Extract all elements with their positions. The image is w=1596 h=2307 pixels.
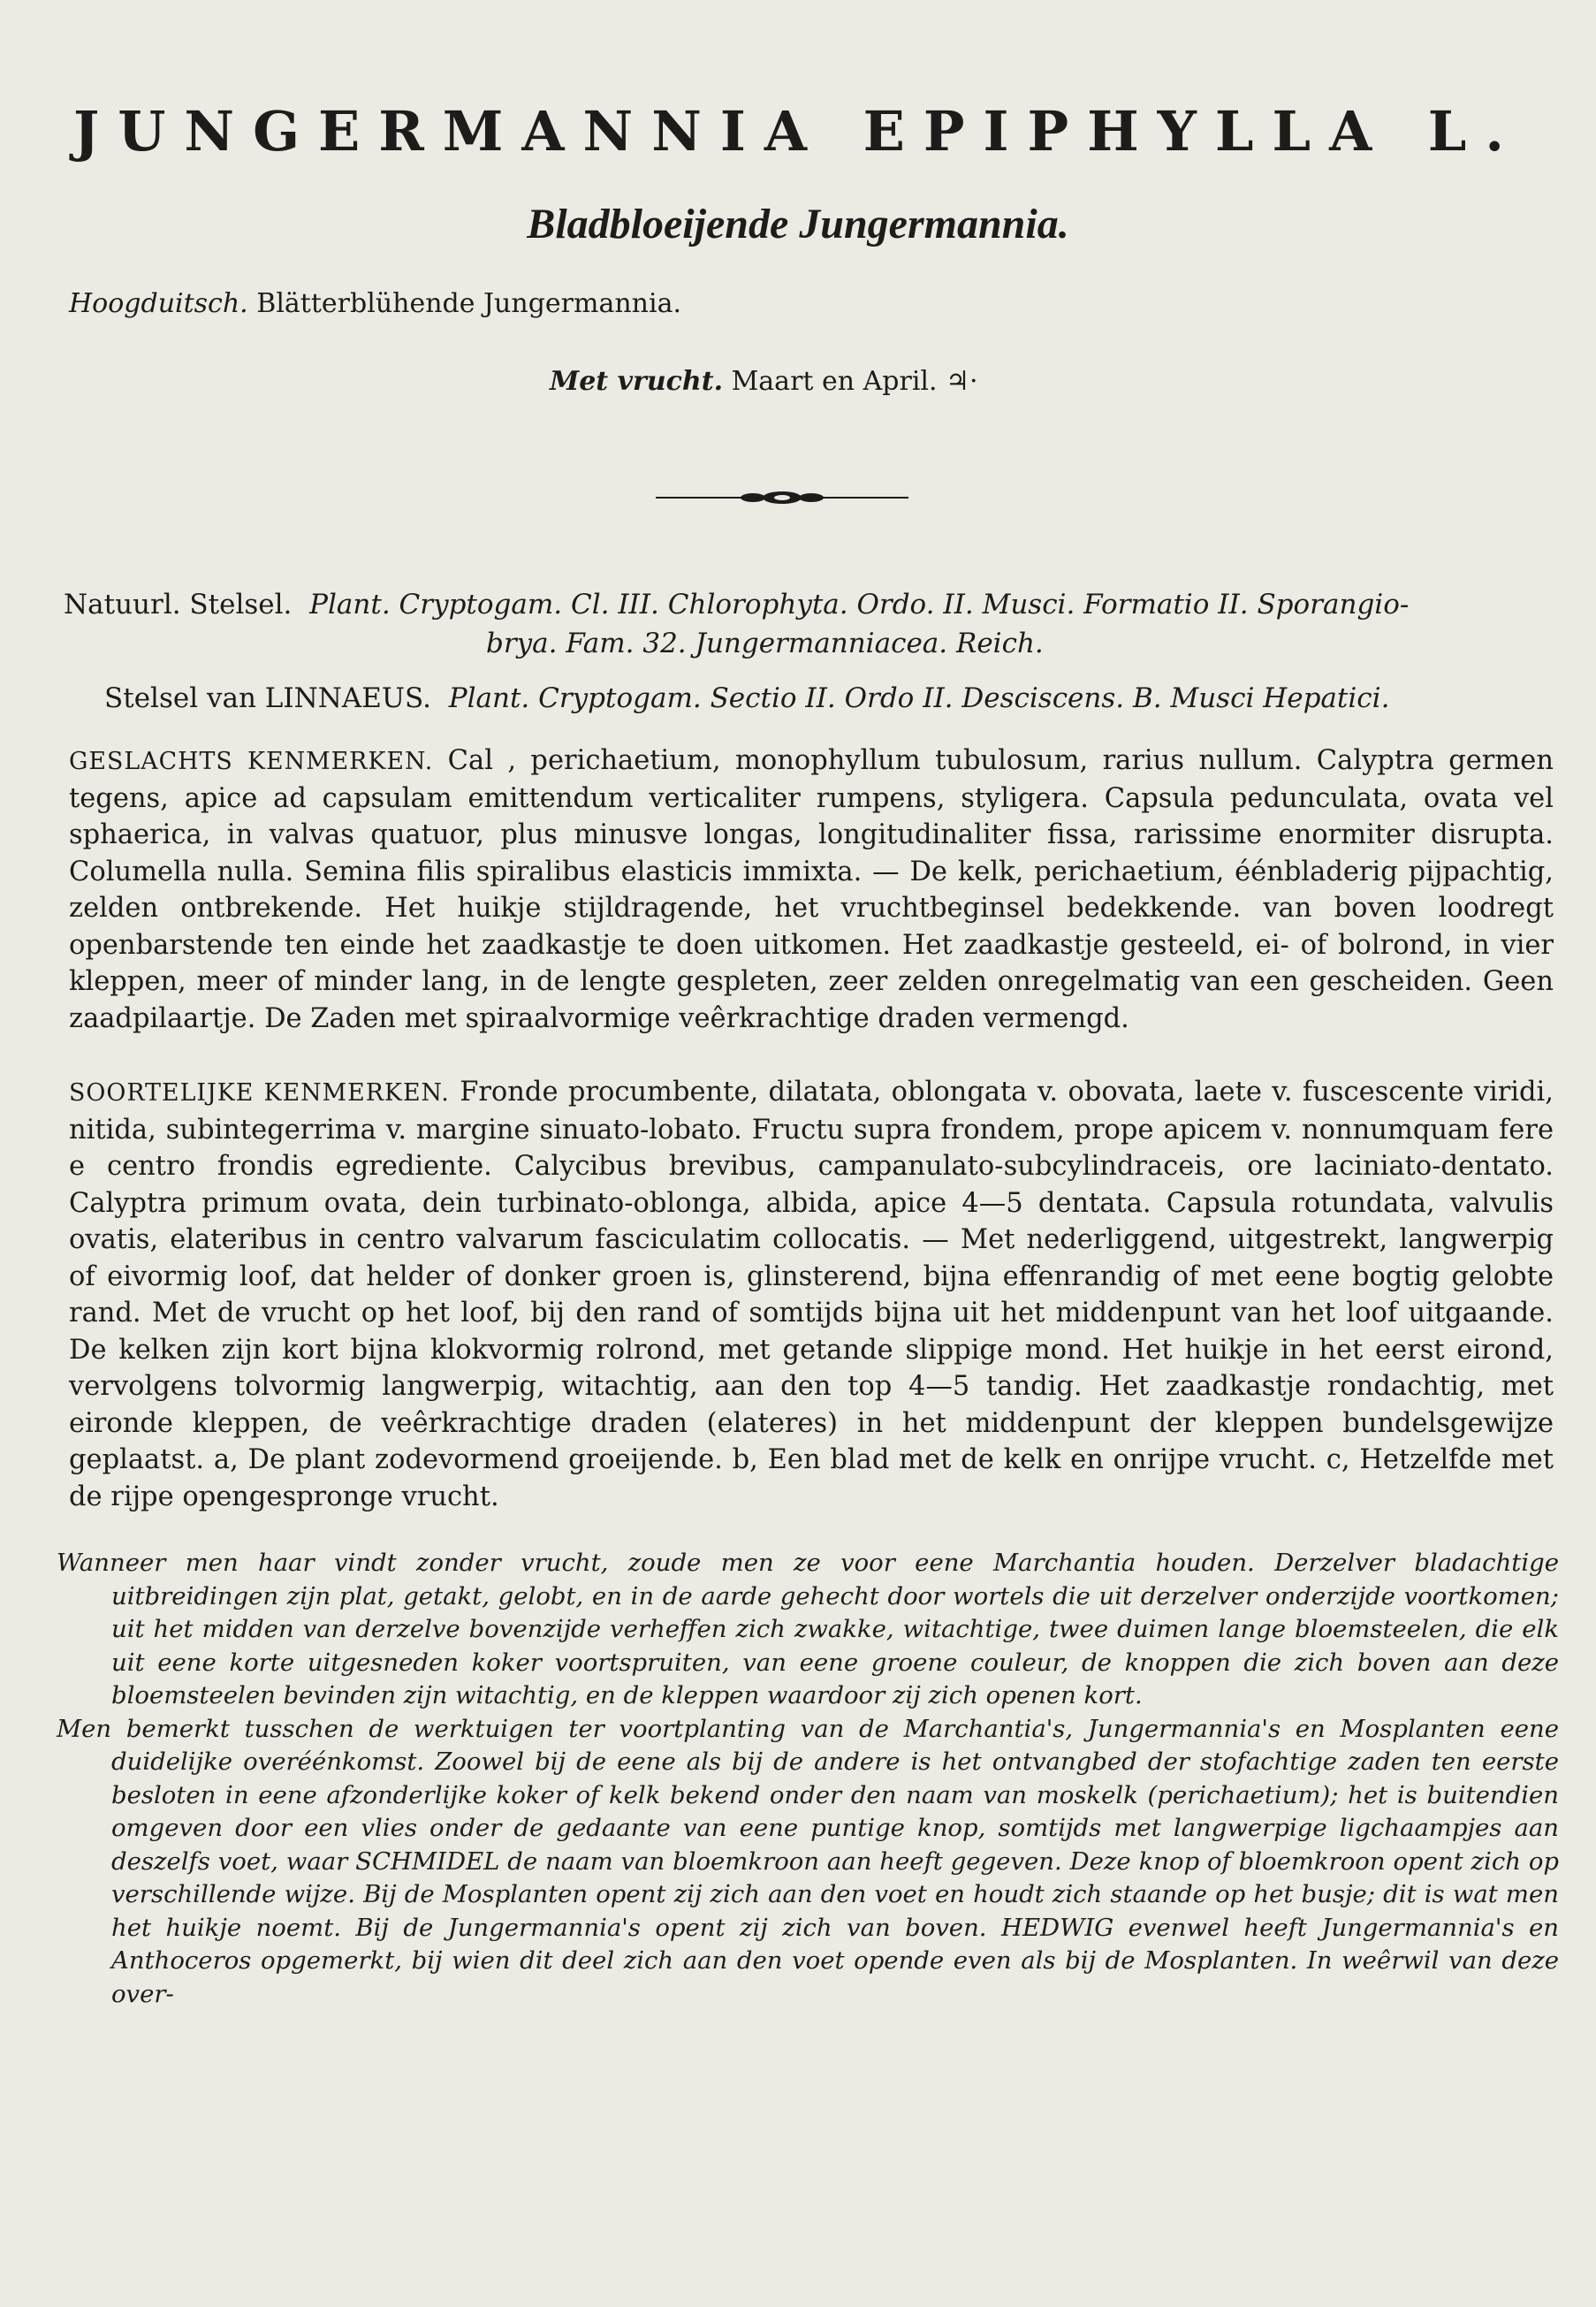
genus-label: GESLACHTS KENMERKEN. [69,748,434,775]
divider-ornament [654,486,910,509]
fruit-line [550,366,978,397]
genus-characters [69,742,1554,1037]
species-label: SOORTELIJKE KENMERKEN. [69,1079,450,1107]
perennial-symbol: ♃· [946,366,978,397]
species-characters [69,1074,1554,1515]
fruit-time: Maart en April. [731,366,938,397]
natural-system-line1: Plant. Cryptogam. Cl. III. Chlorophyta. Ordo. II. Musci. Formatio II. Sporangio- [309,589,1410,621]
linnaeus-label: Stelsel van LINNAEUS. [104,682,432,714]
linnaeus-text: Plant. Cryptogam. Sectio II. Ordo II. Desciscens. B. Musci Hepatici. [448,682,1390,714]
note-marchantia: Wanneer men haar vindt zonder vrucht, zoude men ze voor eene Marchantia houden. Derzelver bladachtige uitbreidingen zijn plat, getakt, gelobt, en in de aarde gehecht door wortels die uit derzelver onderzijde voortkomen; uit het midden van derzelve bovenzijde verheffen zich zwakke, witachtige, twee duimen lange bloemsteelen, die elk uit eene korte uitgesneden koker voortspruiten, van eene groene couleur, de knoppen die zich boven aan deze bloemsteelen bevinden zijn witachtig, en de kleppen waardoor zij zich openen kort. [57,1549,1559,1709]
natural-system [64,585,1575,663]
notes [57,1547,1559,2011]
page-subtitle: Bladbloeijende Jungermannia. [527,201,1069,247]
page-title: JUNGERMANNIA EPIPHYLLA L. [73,99,1523,164]
german-name: Blätterblühende Jungermannia. [256,288,681,319]
genus-text: Cal , perichaetium, monophyllum tubulosum, rarius nullum. Calyptra germen tegens, apice ad capsulam emittendum verticaliter rumpens, styligera. Capsula pedunculata, ovata vel sphaerica, in valvas quatuor, plus minusve longas, longitudinaliter fissa, rarissime enormiter disrupta. Columella nulla. Semina filis spiralibus elasticis immixta. — De kelk, perichaetium, éénbladerig pijpachtig, zelden ontbrekende. Het huikje stijldragende, het vruchtbeginsel bedekkende. van boven loodregt openbarstende ten einde het zaadkastje te doen uitkomen. Het zaadkastje gesteeld, ei- of bolrond, in vier kleppen, meer of minder lang, in de lengte gespleten, zeer zelden onregelmatig van een gescheiden. Geen zaadpilaartje. De Zaden met spiraalvormige veêrkrachtige draden vermengd. [69,745,1554,1034]
fruit-label: Met vrucht. [550,366,724,397]
linnaeus-system [104,679,1571,718]
natural-system-line2: brya. Fam. 32. Jungermanniacea. Reich. [486,628,1044,659]
german-name-line [69,288,681,319]
natural-system-label: Natuurl. Stelsel. [64,589,293,621]
note-comparison: Men bemerkt tusschen de werktuigen ter voortplanting van de Marchantia's, Jungermannia's en Mosplanten eene duidelijke overéénkomst. Zoowel bij de eene als bij de andere is het ontvangbed der stofachtige zaden ten eerste besloten in eene afzonderlijke koker of kelk bekend onder den naam van moskelk (perichaetium); het is buitendien omgeven door een vlies onder de gedaante van eene puntige knop, somtijds met langwerpige ligchaampjes aan deszelfs voet, waar SCHMIDEL de naam van bloemkroon aan heeft gegeven. Deze knop of bloemkroon opent zich op verschillende wijze. Bij de Mosplanten opent zij zich aan den voet en houdt zich staande op het busje; dit is wat men het huikje noemt. Bij de Jungermannia's opent zij zich van boven. HEDWIG evenwel heeft Jungermannia's en Anthoceros opgemerkt, bij wien dit deel zich aan den voet opende even als bij de Mosplanten. In weêrwil van deze over- [57,1714,1559,2008]
german-label: Hoogduitsch. [69,288,248,319]
species-text: Fronde procumbente, dilatata, oblongata v. obovata, laete v. fuscescente viridi, nitida, subintegerrima v. margine sinuato-lobato. Fructu supra frondem, prope apicem v. nonnumquam fere e centro frondis egrediente. Calycibus brevibus, campanulato-subcylindraceis, ore laciniato-dentato. Calyptra primum ovata, dein turbinato-oblonga, albida, apice 4—5 dentata. Capsula rotundata, valvulis ovatis, elateribus in centro valvarum fasciculatim collocatis. — Met nederliggend, uitgestrekt, langwerpig of eivormig loof, dat helder of donker groen is, glinsterend, bijna effenrandig of met eene bogtig gelobte rand. Met de vrucht op het loof, bij den rand of somtijds bijna uit het middenpunt van het loof uitgaande. De kelken zijn kort bijna klokvormig rolrond, met getande slippige mond. Het huikje in het eerst eirond, vervolgens tolvormig langwerpig, witachtig, aan den top 4—5 tandig. Het zaadkastje rondachtig, met eironde kleppen, de veêrkrachtige draden (elateres) in het middenpunt der kleppen bundelsgewijze geplaatst. a, De plant zodevormend groeijende. b, Een blad met de kelk en onrijpe vrucht. c, Hetzelfde met de rijpe opengespronge vrucht. [69,1077,1554,1512]
